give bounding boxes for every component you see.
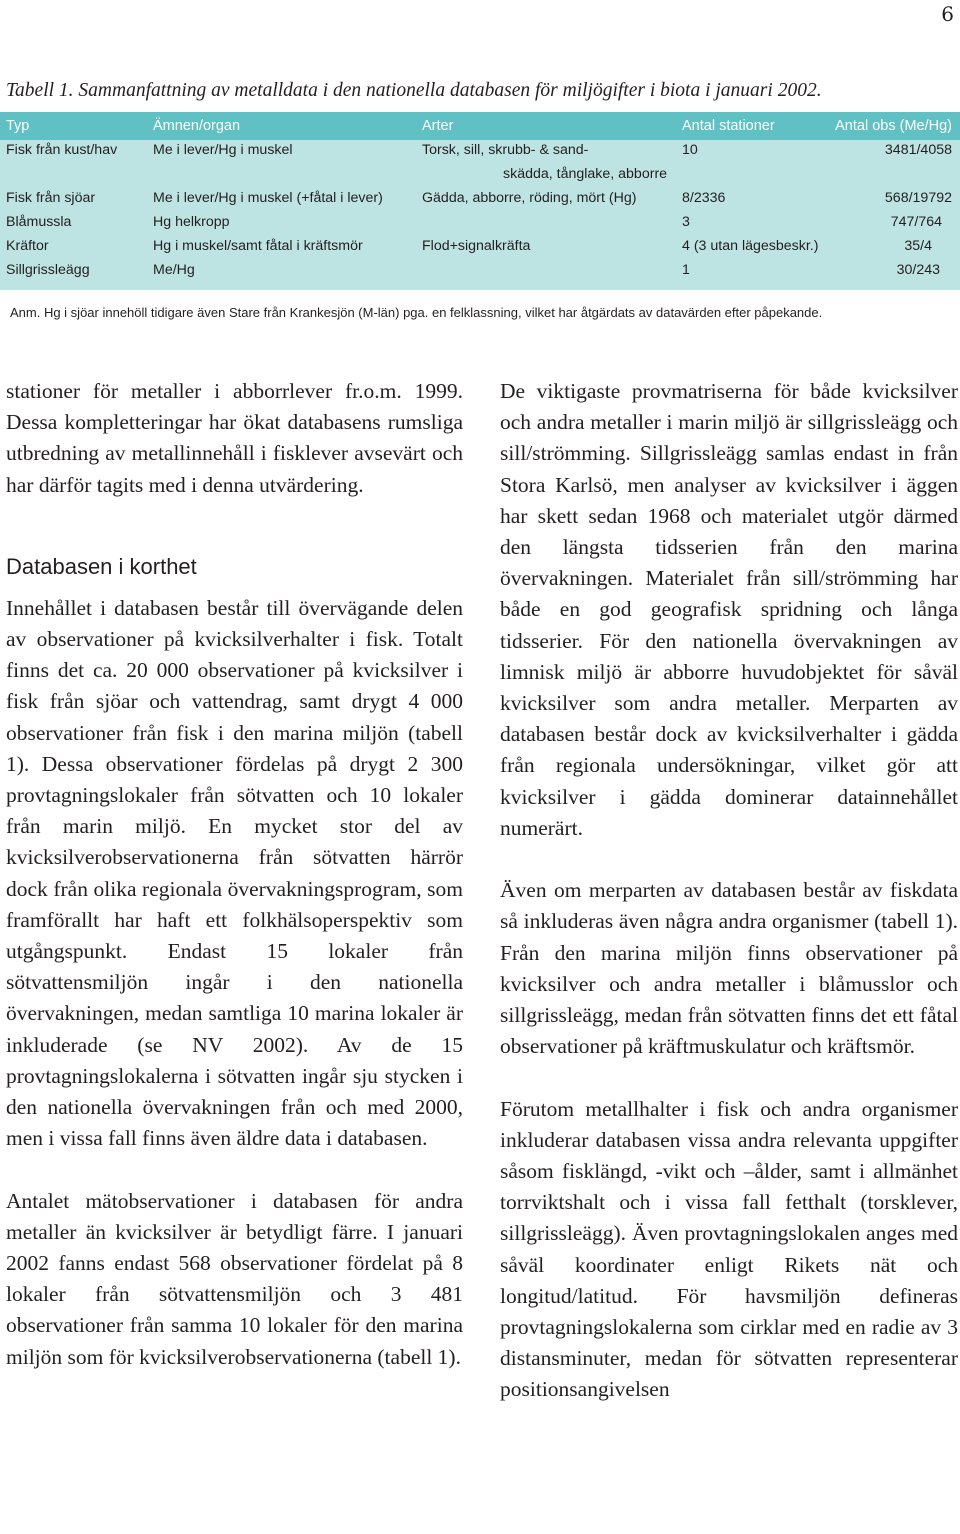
table-note: Anm. Hg i sjöar innehöll tidigare även Stare från Krankesjön (M-län) pga. en felklassning, vilket har åtgärdats av datavärden efter påpekande.	[10, 305, 823, 320]
table-cell: Flod+signalkräfta	[422, 238, 531, 254]
table-cell: 568/19792	[884, 190, 952, 206]
table-cell: 30/243	[896, 262, 940, 278]
table-header-row	[0, 112, 960, 140]
table-cell: Fisk från sjöar	[6, 190, 96, 206]
paragraph: Förutom metallhalter i fisk och andra organismer inkluderar databasen vissa andra relevanta uppgifter såsom fisklängd, -vikt och –ålder, samt i allmänhet torrviktshalt och i vissa fall fetthalt (torsklever, sillgrissleägg). Även provtagningslokalen anges med såväl koordinater enligt Rikets nät och longitud/latitud. För havsmiljön defineras provtagningslokalerna som cirklar med en radie av 3 distansminuter, medan för sötvatten representerar positionsangivelsen	[500, 1096, 958, 1402]
table-cell: 8/2336	[682, 190, 726, 206]
paragraph: De viktigaste provmatriserna för både kvicksilver och andra metaller i marin miljö är sillgrissleägg och sill/strömming. Sillgrissleägg samlas endast in från Stora Karlsö, men analyser av kvicksilver i äggen har skett sedan 1968 och materialet utgör därmed den längsta tidsserien från den marina övervakningen. Materialet från sill/strömming har både en god geografisk spridning och långa tidsserier. För den nationella övervakningen av limnisk miljö är abborre huvudobjektet för såväl kvicksilver som andra metaller. Merparten av databasen består dock av kvicksilverhalter i gädda från regionala undersökningar, vilket gör att kvicksilver i gädda dominerar datainnehållet numerärt.	[500, 379, 958, 840]
table-cell: 3481/4058	[884, 142, 952, 158]
page-number: 6	[941, 2, 954, 26]
table-cell: Sillgrissleägg	[6, 262, 90, 278]
table-cell: Me/Hg	[153, 262, 195, 278]
table-cell: 1	[682, 262, 690, 278]
table-cell: 35/4	[904, 238, 932, 254]
table-cell: 3	[682, 214, 690, 230]
paragraph: Antalet mätobservationer i databasen för andra metaller än kvicksilver är betydligt färre. I januari 2002 fanns endast 568 observationer fördelat på 8 lokaler från sötvattensmiljön och 3 481 observationer från samma 10 lokaler för den marina miljön som för kvicksilverobservationerna (tabell 1).	[6, 1188, 463, 1369]
table-cell: 747/764	[890, 214, 942, 230]
table-cell: Torsk, sill, skrubb- & sand-	[422, 142, 589, 158]
header-stationer: Antal stationer	[682, 118, 775, 134]
paragraph: Innehållet i databasen består till övervägande delen av observationer på kvicksilverhalter i fisk. Totalt finns det ca. 20 000 observationer på kvicksilver i fisk från sjöar och vattendrag, samt drygt 4 000 observationer från fisk i den marina miljön (tabell 1). Dessa observationer fördelas på drygt 2 300 provtagningslokaler från sötvatten och 10 lokaler från marin miljö. En mycket stor del av kvicksilverobservationerna från sötvatten härrör dock från olika regionala övervakningsprogram, som framförallt har haft ett folkhälsoperspektiv som utgångspunkt. Endast 15 lokaler från sötvattensmiljön ingår i den nationella övervakningen, medan samtliga 10 marina lokaler är inkluderade (se NV 2002). Av de 15 provtagningslokalerna i sötvatten ingår sju stycken i den nationella övervakningen från och med 2000, men i vissa fall finns även äldre data i databasen.	[6, 595, 463, 1151]
header-typ: Typ	[6, 118, 30, 134]
section-heading: Databasen i korthet	[6, 553, 197, 579]
header-amnen: Ämnen/organ	[153, 118, 241, 134]
table-cell: Blåmussla	[6, 214, 72, 230]
table-cell: skädda, tånglake, abborre	[503, 166, 668, 182]
header-arter: Arter	[422, 118, 454, 134]
table-cell: Hg helkropp	[153, 214, 230, 230]
left-column	[6, 376, 463, 1373]
table-caption: Tabell 1. Sammanfattning av metalldata i den nationella databasen för miljögifter i biota i januari 2002.	[6, 80, 822, 101]
header-obs: Antal obs (Me/Hg)	[835, 118, 952, 134]
paragraph: Även om merparten av databasen består av fiskdata så inkluderas även några andra organismer (tabell 1). Från den marina miljön finns observationer på kvicksilver och andra metaller i blåmusslor och sillgrissleägg, medan från sötvatten finns det ett fåtal observationer på kräftmuskulatur och kräftsmör.	[500, 878, 958, 1059]
paragraph: stationer för metaller i abborrlever fr.o.m. 1999. Dessa kompletteringar har ökat databasens rumsliga utbredning av metallinnehåll i fisklever avsevärt och har därför tagits med i denna utvärdering.	[6, 379, 463, 497]
right-column	[500, 376, 958, 1406]
table-cell: Me i lever/Hg i muskel (+fåtal i lever)	[153, 190, 383, 206]
table-cell: Gädda, abborre, röding, mört (Hg)	[422, 190, 637, 206]
table-cell: Hg i muskel/samt fåtal i kräftsmör	[153, 238, 363, 254]
table-cell: 10	[682, 142, 698, 158]
table-cell: Me i lever/Hg i muskel	[153, 142, 293, 158]
table-cell: Fisk från kust/hav	[6, 142, 118, 158]
table-cell: 4 (3 utan lägesbeskr.)	[682, 238, 819, 254]
table-cell: Kräftor	[6, 238, 49, 254]
data-table	[0, 112, 960, 290]
